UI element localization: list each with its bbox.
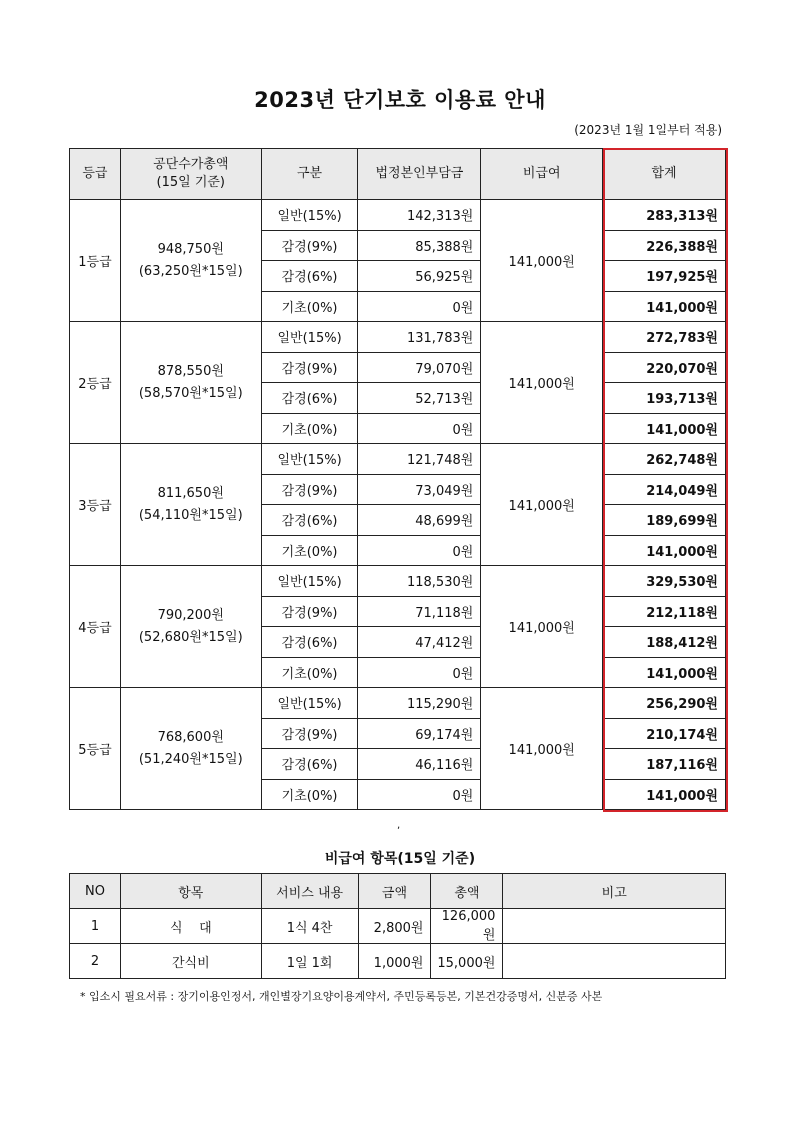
extra-total-cell: 15,000원 [431, 944, 503, 979]
type-cell: 기초(0%) [261, 779, 358, 810]
copay-cell: 56,925원 [358, 261, 481, 292]
type-cell: 일반(15%) [261, 200, 358, 231]
type-cell: 감경(6%) [261, 383, 358, 414]
fee-table-header [70, 149, 726, 200]
extra-amount-cell: 1,000원 [358, 944, 431, 979]
sum-cell: 141,000원 [603, 779, 726, 810]
noncovered-cell: 141,000원 [481, 688, 603, 810]
fee-table-row [70, 444, 726, 475]
extra-total-cell: 126,000원 [431, 909, 503, 944]
fee-table [69, 148, 726, 810]
type-cell: 감경(9%) [261, 474, 358, 505]
copay-cell: 71,118원 [358, 596, 481, 627]
grade-cell: 5등급 [70, 688, 121, 810]
sum-cell: 141,000원 [603, 535, 726, 566]
total-cell [120, 444, 261, 566]
grade-cell: 2등급 [70, 322, 121, 444]
sum-cell: 214,049원 [603, 474, 726, 505]
extra-no-cell: 1 [70, 909, 121, 944]
noncovered-cell: 141,000원 [481, 322, 603, 444]
effective-date-note: (2023년 1월 1일부터 적용) [574, 123, 722, 137]
extra-table-row [70, 909, 726, 944]
total-formula: (52,680원*15일) [138, 629, 243, 645]
type-cell: 기초(0%) [261, 657, 358, 688]
extra-header-no: NO [70, 874, 121, 909]
noncovered-cell: 141,000원 [481, 200, 603, 322]
copay-cell: 142,313원 [358, 200, 481, 231]
sum-cell: 226,388원 [603, 230, 726, 261]
total-cell [120, 322, 261, 444]
copay-cell: 0원 [358, 657, 481, 688]
total-formula: (54,110원*15일) [138, 507, 243, 523]
type-cell: 일반(15%) [261, 444, 358, 475]
copay-cell: 69,174원 [358, 718, 481, 749]
extra-remark-cell [503, 909, 726, 944]
fee-table-row [70, 688, 726, 719]
grade-cell: 1등급 [70, 200, 121, 322]
type-cell: 감경(9%) [261, 718, 358, 749]
sum-cell: 272,783원 [603, 322, 726, 353]
sum-cell: 141,000원 [603, 413, 726, 444]
type-cell: 일반(15%) [261, 566, 358, 597]
total-formula: (63,250원*15일) [138, 263, 243, 279]
copay-cell: 47,412원 [358, 627, 481, 658]
sum-cell: 210,174원 [603, 718, 726, 749]
copay-cell: 0원 [358, 413, 481, 444]
copay-cell: 121,748원 [358, 444, 481, 475]
copay-cell: 85,388원 [358, 230, 481, 261]
extra-table-header [70, 874, 726, 909]
copay-cell: 0원 [358, 535, 481, 566]
required-documents-note: * 입소시 필요서류 : 장기이용인정서, 개인별장기요양이용계약서, 주민등록등본, 기본건강증명서, 신분증 사본 [80, 990, 603, 1003]
type-cell: 감경(9%) [261, 352, 358, 383]
total-cell [120, 688, 261, 810]
type-cell: 일반(15%) [261, 688, 358, 719]
sum-cell: 262,748원 [603, 444, 726, 475]
header-copay: 법정본인부담금 [358, 149, 481, 200]
sum-cell: 256,290원 [603, 688, 726, 719]
copay-cell: 118,530원 [358, 566, 481, 597]
extra-service-cell: 1일 1회 [261, 944, 358, 979]
type-cell: 기초(0%) [261, 291, 358, 322]
separator-mark: , [397, 820, 401, 831]
noncovered-cell: 141,000원 [481, 444, 603, 566]
noncovered-cell: 141,000원 [481, 566, 603, 688]
extra-item-cell: 간식비 [120, 944, 261, 979]
header-sum: 합계 [603, 149, 726, 200]
extra-header-total: 총액 [431, 874, 503, 909]
extra-header-item: 항목 [120, 874, 261, 909]
page-title: 2023년 단기보호 이용료 안내 [254, 88, 546, 112]
header-total-line2: (15일 기준) [156, 175, 226, 190]
extra-header-amount: 금액 [358, 874, 431, 909]
extra-no-cell: 2 [70, 944, 121, 979]
type-cell: 감경(6%) [261, 505, 358, 536]
header-total-line1: 공단수가총액 [153, 157, 229, 172]
sum-cell: 187,116원 [603, 749, 726, 780]
type-cell: 일반(15%) [261, 322, 358, 353]
extra-item-cell: 식 대 [120, 909, 261, 944]
extra-table-title: 비급여 항목(15일 기준) [324, 851, 476, 867]
type-cell: 기초(0%) [261, 535, 358, 566]
sum-cell: 329,530원 [603, 566, 726, 597]
total-cell [120, 200, 261, 322]
header-total [120, 149, 261, 200]
grade-cell: 3등급 [70, 444, 121, 566]
sum-cell: 197,925원 [603, 261, 726, 292]
sum-cell: 141,000원 [603, 657, 726, 688]
sum-cell: 189,699원 [603, 505, 726, 536]
header-grade: 등급 [70, 149, 121, 200]
extra-remark-cell [503, 944, 726, 979]
sum-cell: 212,118원 [603, 596, 726, 627]
type-cell: 감경(6%) [261, 627, 358, 658]
total-cell [120, 566, 261, 688]
total-formula: (58,570원*15일) [138, 385, 243, 401]
copay-cell: 131,783원 [358, 322, 481, 353]
sum-cell: 141,000원 [603, 291, 726, 322]
fee-table-row [70, 200, 726, 231]
fee-table-row [70, 322, 726, 353]
total-amount: 948,750원 [157, 241, 224, 257]
sum-cell: 188,412원 [603, 627, 726, 658]
type-cell: 감경(6%) [261, 261, 358, 292]
fee-table-body [70, 200, 726, 810]
copay-cell: 115,290원 [358, 688, 481, 719]
sum-cell: 220,070원 [603, 352, 726, 383]
type-cell: 기초(0%) [261, 413, 358, 444]
header-noncovered: 비급여 [481, 149, 603, 200]
grade-cell: 4등급 [70, 566, 121, 688]
copay-cell: 48,699원 [358, 505, 481, 536]
extra-service-cell: 1식 4찬 [261, 909, 358, 944]
total-formula: (51,240원*15일) [138, 751, 243, 767]
type-cell: 감경(9%) [261, 230, 358, 261]
header-type: 구분 [261, 149, 358, 200]
copay-cell: 46,116원 [358, 749, 481, 780]
extra-table-body [70, 909, 726, 979]
copay-cell: 79,070원 [358, 352, 481, 383]
copay-cell: 52,713원 [358, 383, 481, 414]
extra-header-remark: 비고 [503, 874, 726, 909]
total-amount: 790,200원 [157, 607, 224, 623]
sum-cell: 283,313원 [603, 200, 726, 231]
total-amount: 878,550원 [157, 363, 224, 379]
type-cell: 감경(9%) [261, 596, 358, 627]
extra-amount-cell: 2,800원 [358, 909, 431, 944]
copay-cell: 73,049원 [358, 474, 481, 505]
type-cell: 감경(6%) [261, 749, 358, 780]
extra-header-service: 서비스 내용 [261, 874, 358, 909]
noncovered-items-table [69, 873, 726, 979]
sum-cell: 193,713원 [603, 383, 726, 414]
copay-cell: 0원 [358, 779, 481, 810]
total-amount: 768,600원 [157, 729, 224, 745]
fee-table-row [70, 566, 726, 597]
total-amount: 811,650원 [157, 485, 224, 501]
copay-cell: 0원 [358, 291, 481, 322]
extra-table-row [70, 944, 726, 979]
